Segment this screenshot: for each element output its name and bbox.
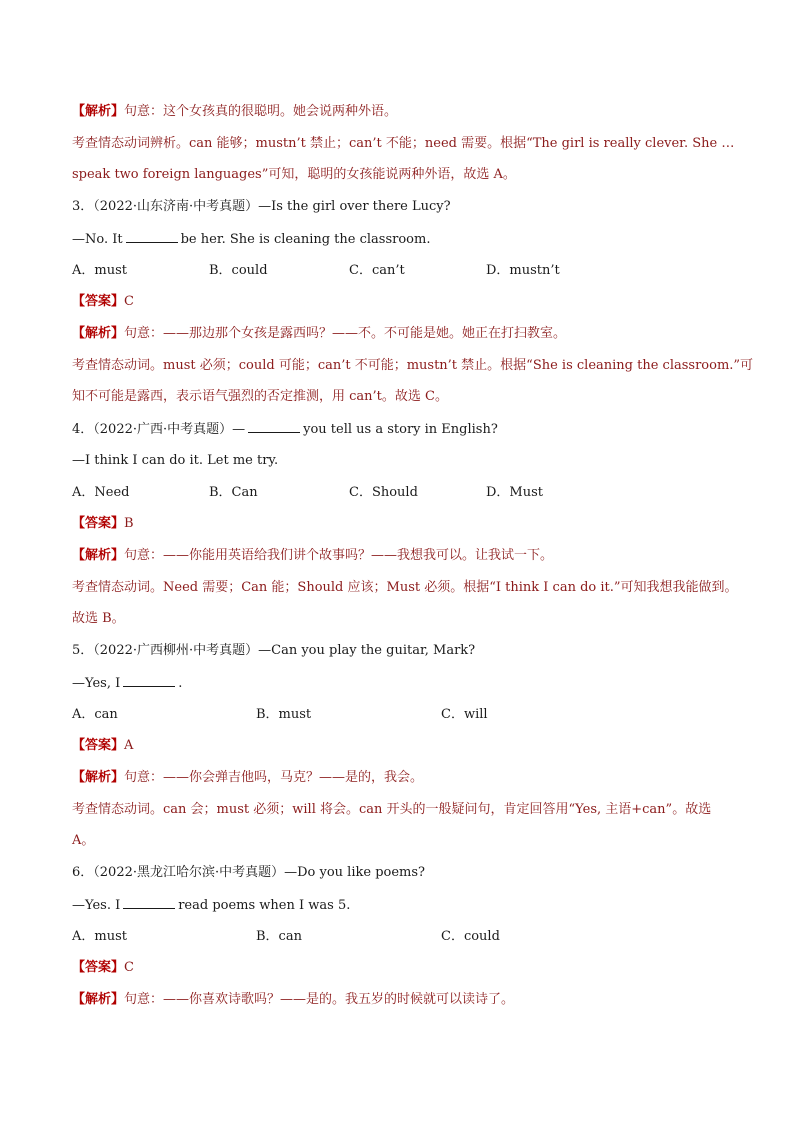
q3-option-d: D．mustn’t	[486, 263, 560, 278]
q4-stem	[72, 421, 498, 438]
q2-explain-line3: speak two foreign languages”可知，聪明的女孩能说两种外语，故选 A。	[72, 167, 516, 182]
q4-explain-line3: 故选 B。	[72, 611, 125, 626]
q3-option-b: B．could	[209, 263, 268, 278]
explain-text: 句意：——你会弹吉他吗，马克？——是的，我会。	[124, 770, 424, 785]
q4-blank	[248, 421, 300, 433]
q5-explain-line1	[72, 770, 423, 786]
q4-explain-line2: 考查情态动词。Need 需要；Can 能；Should 应该；Must 必须。根据“I think I can do it.”可知我想我能做到。	[72, 580, 738, 595]
q3-line2-a: —No. It	[72, 232, 123, 247]
q4-option-a: A．Need	[72, 485, 130, 500]
q5-explain-line3: A。	[72, 833, 95, 848]
q6-explain-line1	[72, 992, 514, 1008]
q6-answer	[72, 960, 134, 976]
explain-text: 句意：——你能用英语给我们讲个故事吗？——我想我可以。让我试一下。	[124, 548, 554, 563]
q5-explain-line2: 考查情态动词。can 会；must 必须；will 将会。can 开头的一般疑问句，肯定回答用“Yes, 主语+can”。故选	[72, 802, 712, 817]
answer-value: A	[124, 738, 134, 753]
answer-tag: 【答案】	[72, 960, 125, 975]
answer-tag: 【答案】	[72, 738, 125, 753]
q6-line2-b: read poems when I was 5.	[178, 898, 351, 913]
q4-stem-b: you tell us a story in English?	[303, 422, 498, 437]
q6-option-c: C．could	[441, 929, 500, 944]
answer-tag: 【答案】	[72, 516, 125, 531]
explain-text: 句意：——你喜欢诗歌吗？——是的。我五岁的时候就可以读诗了。	[124, 992, 515, 1007]
q3-blank	[126, 231, 178, 243]
q6-line2	[72, 897, 350, 914]
q4-answer	[72, 516, 134, 532]
q5-answer	[72, 738, 133, 754]
q6-stem: 6．（2022·黑龙江哈尔滨·中考真题）—Do you like poems?	[72, 865, 426, 880]
q4-option-c: C．Should	[349, 485, 418, 500]
q4-line2: —I think I can do it. Let me try.	[72, 453, 279, 468]
q3-explain-line3: 知不可能是露西，表示语气强烈的否定推测，用 can’t。故选 C。	[72, 389, 448, 404]
answer-value: C	[124, 294, 134, 309]
answer-value: B	[124, 516, 134, 531]
explain-tag: 【解析】	[72, 326, 125, 341]
q5-line2-b: .	[178, 676, 183, 691]
q4-option-b: B．Can	[209, 485, 258, 500]
q3-answer	[72, 294, 134, 310]
q2-explain-line2: 考查情态动词辨析。can 能够；mustn’t 禁止；can’t 不能；need 需要。根据“The girl is really clever. She …	[72, 136, 735, 151]
q3-explain-line2: 考查情态动词。must 必须；could 可能；can’t 不可能；mustn’t 禁止。根据“She is cleaning the classroom.”可	[72, 358, 754, 373]
q6-options	[72, 929, 722, 945]
q2-explain-line1	[72, 104, 397, 120]
q3-line2-b: be her. She is cleaning the classroom.	[180, 232, 431, 247]
q3-option-a: A．must	[72, 263, 127, 278]
q6-blank	[123, 897, 175, 909]
q5-stem: 5．（2022·广西柳州·中考真题）—Can you play the guitar, Mark?	[72, 643, 476, 658]
q6-option-a: A．must	[72, 929, 127, 944]
q5-option-a: A．can	[72, 707, 118, 722]
q3-line2	[72, 231, 430, 248]
explain-text: 句意：——那边那个女孩是露西吗？——不。不可能是她。她正在打扫教室。	[124, 326, 567, 341]
q5-option-b: B．must	[256, 707, 312, 722]
explain-tag: 【解析】	[72, 770, 125, 785]
q5-options	[72, 707, 722, 723]
explain-tag: 【解析】	[72, 104, 125, 119]
answer-tag: 【答案】	[72, 294, 125, 309]
explain-text: 句意：这个女孩真的很聪明。她会说两种外语。	[124, 104, 398, 119]
q4-explain-line1	[72, 548, 553, 564]
q5-line2-a: —Yes, I	[72, 676, 121, 691]
q3-options	[72, 263, 722, 279]
q5-blank	[123, 675, 175, 687]
q4-option-d: D．Must	[486, 485, 544, 500]
q4-stem-a: 4．（2022·广西·中考真题）—	[72, 422, 246, 437]
q4-options	[72, 485, 722, 501]
explain-tag: 【解析】	[72, 992, 125, 1007]
q3-explain-line1	[72, 326, 566, 342]
explain-tag: 【解析】	[72, 548, 125, 563]
q6-line2-a: —Yes. I	[72, 898, 121, 913]
q5-option-c: C．will	[441, 707, 488, 722]
q5-line2	[72, 675, 182, 692]
answer-value: C	[124, 960, 134, 975]
q6-option-b: B．can	[256, 929, 302, 944]
q3-option-c: C．can’t	[349, 263, 405, 278]
q3-stem: 3．（2022·山东济南·中考真题）—Is the girl over there Lucy?	[72, 199, 451, 214]
